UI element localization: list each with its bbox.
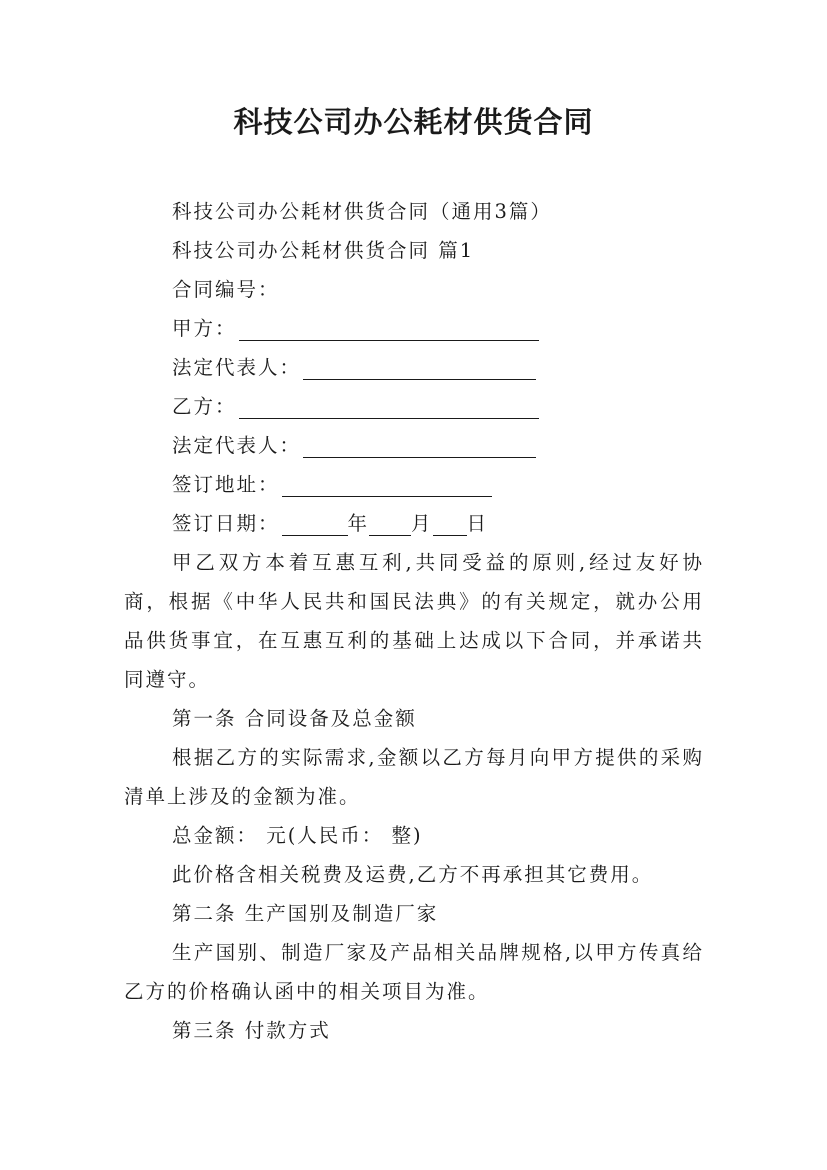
party-b-line: [124, 387, 704, 426]
article1-paragraph-3: 此价格含相关税费及运费,乙方不再承担其它费用。: [172, 863, 654, 886]
party-b-blank: [239, 396, 539, 419]
sign-place-line: [124, 465, 704, 504]
legal-rep-b-blank: [303, 435, 536, 458]
sign-month-blank: [369, 513, 411, 536]
legal-rep-b-line: [124, 426, 704, 465]
sign-place-label: 签订地址：: [172, 473, 280, 496]
part-heading: 科技公司办公耗材供货合同 篇1: [172, 239, 475, 262]
document-title: 科技公司办公耗材供货合同: [233, 105, 594, 139]
day-label: 日: [466, 512, 487, 535]
article1-heading: 第一条 合同设备及总金额: [172, 707, 417, 730]
party-a-blank: [239, 318, 539, 341]
article3-heading: 第三条 付款方式: [172, 1019, 331, 1042]
article2-paragraph-1: 生产国别、制造厂家及产品相关品牌规格,以甲方传真给乙方的价格确认函中的相关项目为准。: [124, 941, 704, 1003]
sign-day-blank: [433, 513, 467, 536]
legal-rep-a-blank: [303, 357, 536, 380]
document-body: [124, 192, 704, 1050]
party-a-line: [124, 309, 704, 348]
contract-number-line: [124, 270, 704, 309]
party-b-label: 乙方：: [172, 395, 237, 418]
document-subtitle: 科技公司办公耗材供货合同（通用3篇）: [172, 200, 552, 223]
party-a-label: 甲方：: [172, 317, 237, 340]
month-label: 月: [411, 512, 431, 535]
intro-paragraph: 甲乙双方本着互惠互利,共同受益的原则,经过友好协商，根据《中华人民共和国民法典》的有关规定，就办公用品供货事宜，在互惠互利的基础上达成以下合同，并承诺共同遵守。: [124, 551, 704, 691]
year-label: 年: [347, 512, 368, 535]
sign-place-blank: [282, 474, 492, 497]
sign-date-label: 签订日期：: [172, 512, 280, 535]
article2-heading: 第二条 生产国别及制造厂家: [172, 902, 439, 925]
legal-rep-b-label: 法定代表人：: [172, 434, 302, 457]
article1-total-amount: 总金额： 元(人民币： 整): [172, 824, 423, 847]
sign-date-line: [124, 504, 704, 543]
article1-paragraph-1: 根据乙方的实际需求,金额以乙方每月向甲方提供的采购清单上涉及的金额为准。: [124, 746, 704, 808]
legal-rep-a-line: [124, 348, 704, 387]
contract-number-label: 合同编号：: [172, 278, 280, 301]
sign-year-blank: [282, 513, 348, 536]
legal-rep-a-label: 法定代表人：: [172, 356, 302, 379]
